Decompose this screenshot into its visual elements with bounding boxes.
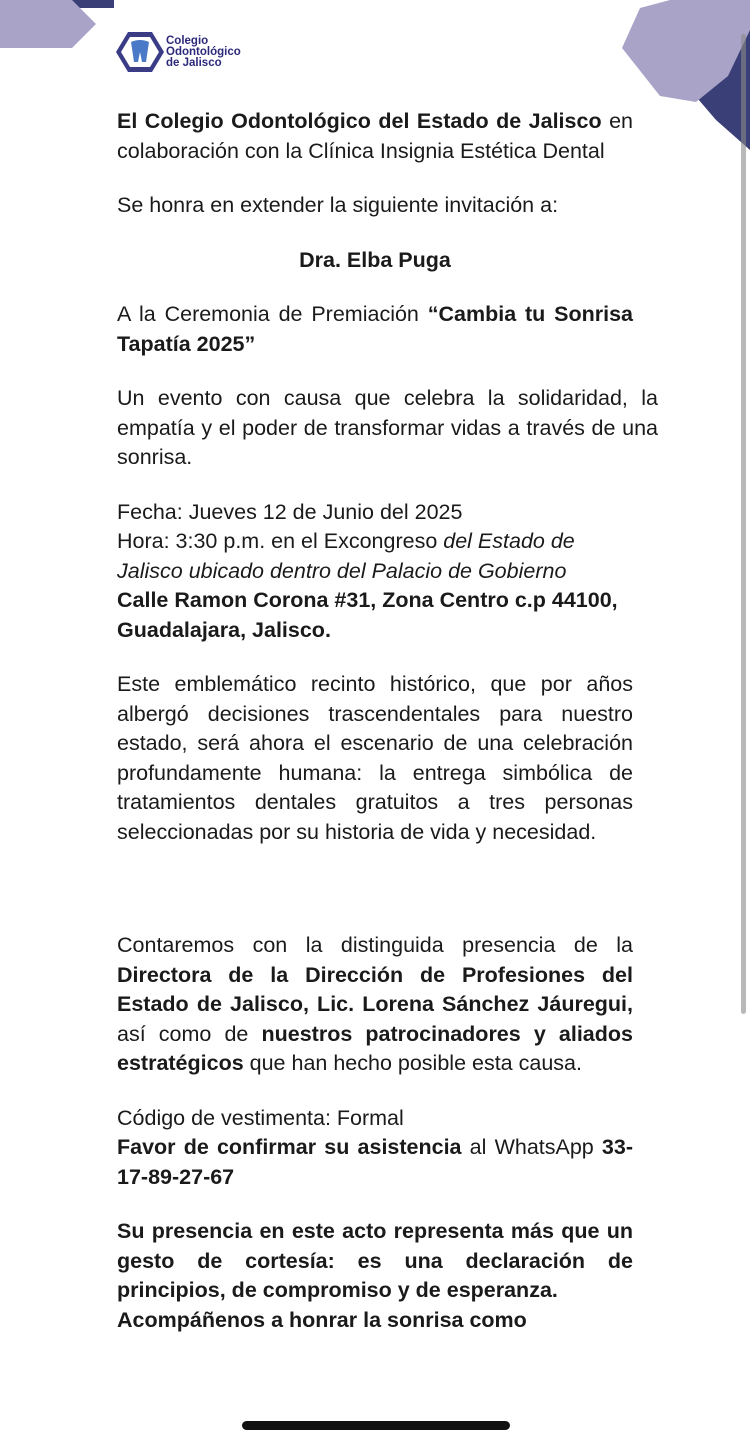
intro-rest: en colaboración con la Clínica Insignia Estética Dental [117,109,634,163]
rsvp-text: Favor de confirmar su asistencia [117,1135,462,1159]
closing-text: Su presencia en este acto representa más que un gesto de cortesía: es una declaración de principios, de compromiso y de esperanza. [117,1219,633,1302]
ceremony-paragraph [117,300,633,359]
sponsors-text: nuestros patrocinadores y aliados estratégicos [117,1021,633,1075]
closing-cut-line [117,1306,633,1336]
invitation-letter [117,107,658,1335]
ceremony-prefix: A la Ceremonia de Premiación [117,302,428,326]
ceremony-name: “Cambia tu Sonrisa Tapatía 2025” [117,302,633,356]
intro-paragraph [117,107,633,166]
rsvp-rest: al WhatsApp [461,1135,602,1159]
venue-name: del Estado de Jalisco ubicado dentro del Palacio de Gobierno [117,529,575,583]
home-indicator[interactable] [242,1421,510,1430]
recipient-name [117,246,633,276]
top-left-hexagon-decoration [0,0,120,60]
director-name: Directora de la Dirección de Profesiones del Estado de Jalisco, Lic. Lorena Sánchez Jáuregui, [117,962,633,1016]
closing-cut-text: Acompáñenos a honrar la sonrisa como [117,1307,527,1332]
recipient-name-text: Dra. Elba Puga [299,247,451,272]
organizer-name: El Colegio Odontológico del Estado de Jalisco [117,109,602,133]
date-line: Fecha: Jueves 12 de Junio del 2025 [117,499,463,524]
logo-line-2: Odontológico [166,45,241,58]
time-venue-paragraph [117,527,622,645]
top-right-hexagon-decoration [620,0,750,150]
logo-text [166,36,241,69]
invitation-line: Se honra en extender la siguiente invitación a: [117,193,559,217]
logo-line-3: de Jalisco [166,56,222,69]
presence-end: que han hecho posible esta causa. [243,1051,582,1075]
college-logo [116,28,266,76]
event-description: Un evento con causa que celebra la solidaridad, la empatía y el poder de transformar vidas a través de una sonrisa. [117,386,658,469]
tooth-shield-icon [116,28,164,76]
venue-paragraph: Este emblemático recinto histórico, que por años albergó decisiones trascendentales para nuestro estado, será ahora el escenario de una celebración profundamente humana: la entrega simbólica de tratamientos dentales gratuitos a tres personas seleccionadas por su historia de vida y necesidad. [117,672,633,844]
dress-code: Código de vestimenta: Formal [117,1105,404,1130]
presence-mid: así como de [117,1021,262,1046]
presence-paragraph [117,931,633,1079]
closing-paragraph [117,1217,633,1306]
time-prefix: Hora: 3:30 p.m. en el Excongreso [117,529,444,553]
venue-address: Calle Ramon Corona #31, Zona Centro c.p 44100, Guadalajara, Jalisco. [117,588,618,642]
whatsapp-number[interactable]: 33-17-89-27-67 [117,1135,633,1189]
logo-line-1: Colegio [166,34,209,47]
scrollbar[interactable] [741,34,746,1014]
rsvp-paragraph [117,1133,633,1192]
presence-prefix: Contaremos con la distinguida presencia de la [117,933,633,957]
